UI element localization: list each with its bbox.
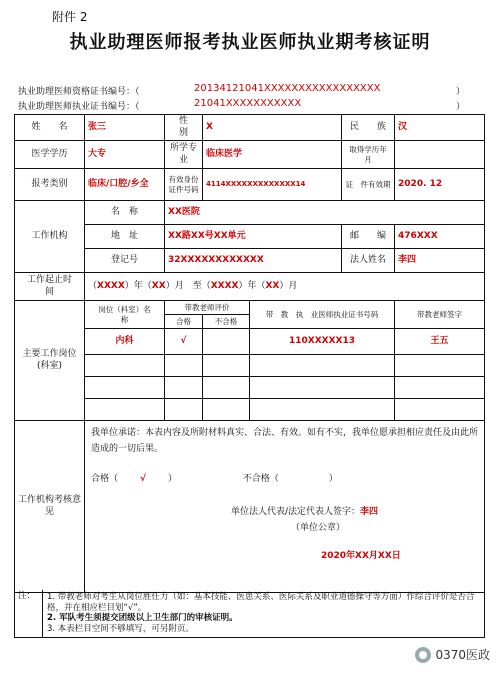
empty-cell bbox=[85, 377, 165, 399]
org-address-label: 地 址 bbox=[85, 225, 165, 249]
empty-cell bbox=[165, 399, 203, 421]
empty-cell bbox=[250, 399, 395, 421]
postcode-value: 476XXX bbox=[395, 225, 485, 249]
name-label: 姓 名 bbox=[15, 115, 85, 141]
representative-label: 单位法人代表/法定代表人签字： bbox=[231, 506, 361, 517]
notes-table bbox=[14, 590, 485, 638]
period-end-month: XX bbox=[265, 280, 280, 291]
empty-cell bbox=[395, 377, 485, 399]
qualification-cert-rparen: ） bbox=[456, 87, 466, 97]
post-row-pass: √ bbox=[165, 329, 203, 355]
main-post-label: 主要工作岗位(科室) bbox=[15, 301, 85, 421]
practice-cert-line bbox=[18, 98, 466, 112]
wechat-logo-icon bbox=[415, 647, 431, 663]
page-title: 执业助理医师报考执业医师执业期考核证明 bbox=[69, 32, 431, 53]
col-pass-header: 合格 bbox=[165, 315, 203, 329]
period-mid1: ）年（ bbox=[124, 280, 152, 291]
ethnic-value: 汉 bbox=[395, 115, 485, 141]
empty-cell bbox=[395, 399, 485, 421]
period-end-year: XXXX bbox=[210, 280, 239, 291]
empty-cell bbox=[203, 399, 250, 421]
post-row-dept: 内科 bbox=[85, 329, 165, 355]
category-value: 临床/口腔/乡全 bbox=[85, 169, 165, 201]
post-row-sign: 王五 bbox=[395, 329, 485, 355]
empty-cell bbox=[250, 355, 395, 377]
gender-label: 性 别 bbox=[165, 115, 203, 141]
education-date-label: 取得学历年 月 bbox=[342, 141, 395, 169]
review-content bbox=[85, 421, 485, 593]
review-label: 工作机构考核意见 bbox=[15, 421, 85, 593]
watermark bbox=[415, 646, 490, 663]
empty-cell bbox=[85, 399, 165, 421]
postcode-label: 邮 编 bbox=[342, 225, 395, 249]
gender-value: X bbox=[203, 115, 342, 141]
col-sign-header: 带教老师签字 bbox=[395, 301, 485, 329]
legal-person-label: 法人姓名 bbox=[342, 249, 395, 273]
legal-person-value: 李四 bbox=[395, 249, 485, 273]
qualification-cert-number: 20134121041XXXXXXXXXXXXXXXXX bbox=[194, 83, 381, 94]
org-name-label: 名 称 bbox=[85, 201, 165, 225]
category-label: 报考类别 bbox=[15, 169, 85, 201]
empty-cell bbox=[203, 355, 250, 377]
id-label: 有效身份证件号码 bbox=[165, 169, 203, 201]
org-address-value: XX路XX号XX单元 bbox=[165, 225, 342, 249]
representative-value: 李四 bbox=[360, 506, 379, 517]
fail-close: ） bbox=[328, 474, 338, 485]
watermark-text: 0370医政 bbox=[435, 648, 490, 662]
education-label: 医学学历 bbox=[15, 141, 85, 169]
note-2: 2. 军队考生须提交团级以上卫生部门的审核证明。 bbox=[47, 613, 238, 624]
org-label: 工作机构 bbox=[15, 201, 85, 273]
period-lp: （ bbox=[88, 280, 98, 291]
col-dept-header: 岗位（科室）名 称 bbox=[85, 301, 165, 329]
org-name-value: XX医院 bbox=[165, 201, 485, 225]
empty-cell bbox=[395, 355, 485, 377]
major-label: 所学专业 bbox=[165, 141, 203, 169]
name-value: 张三 bbox=[85, 115, 165, 141]
qualification-cert-line bbox=[18, 83, 466, 97]
validity-value: 2020. 12 bbox=[395, 169, 485, 201]
notes-content bbox=[43, 590, 485, 637]
empty-cell bbox=[203, 377, 250, 399]
col-eval-header: 带教老师评价 bbox=[165, 301, 250, 315]
practice-cert-number: 21041XXXXXXXXXXX bbox=[194, 98, 302, 109]
assessment-form bbox=[14, 114, 485, 593]
fail-label: 不合格（ bbox=[242, 474, 279, 485]
empty-cell bbox=[165, 355, 203, 377]
note-1: 1. 带教老师对考生从岗位胜任力（如：基本技能、医患关系、医际关系及职业道德操守等方面）作综合评价是否合格，并在相应栏目划“√”。 bbox=[47, 592, 475, 613]
attachment-label: 附件 2 bbox=[52, 10, 88, 24]
registration-value: 32XXXXXXXXXXXX bbox=[165, 249, 342, 273]
period-mid3: ）年（ bbox=[238, 280, 266, 291]
education-value: 大专 bbox=[85, 141, 165, 169]
post-row-cert: 110XXXXX13 bbox=[250, 329, 395, 355]
notes-label: 注： bbox=[15, 590, 43, 637]
major-value: 临床医学 bbox=[203, 141, 342, 169]
note-3: 3. 本表栏目空间不够填写，可另附页。 bbox=[47, 623, 194, 634]
representative-line bbox=[91, 504, 478, 520]
empty-cell bbox=[85, 355, 165, 377]
registration-label: 登记号 bbox=[85, 249, 165, 273]
pass-mark: √ bbox=[140, 474, 147, 485]
work-period-label: 工作起止时 间 bbox=[15, 273, 85, 301]
period-mid2: ）月 至（ bbox=[165, 280, 211, 291]
qualification-cert-label: 执业助理医师资格证书编号：（ bbox=[18, 87, 140, 97]
pass-close: ） bbox=[168, 474, 178, 485]
id-value: 4114XXXXXXXXXXXXX14 bbox=[203, 169, 342, 201]
date-value: 2020年XX月XX日 bbox=[321, 550, 401, 561]
empty-cell bbox=[250, 377, 395, 399]
validity-label: 证 件有效期 bbox=[342, 169, 395, 201]
period-start-year: XXXX bbox=[97, 280, 125, 291]
empty-cell bbox=[165, 377, 203, 399]
practice-cert-label: 执业助理医师执业证书编号：（ bbox=[18, 102, 140, 112]
pass-fail-line bbox=[91, 471, 478, 487]
post-row-fail bbox=[203, 329, 250, 355]
education-date-value bbox=[395, 141, 485, 169]
ethnic-label: 民 族 bbox=[342, 115, 395, 141]
commitment-text: 我单位承诺：本表内容及所附材料真实、合法、有效。如有不实，我单位愿承担相应责任及由此所造成的一切后果。 bbox=[91, 428, 479, 455]
col-fail-header: 不合格 bbox=[203, 315, 250, 329]
col-cert-header: 带 教 执 业医师执业证书号码 bbox=[250, 301, 395, 329]
seal-label: （单位公章） bbox=[291, 522, 346, 533]
pass-label: 合格（ bbox=[91, 474, 119, 485]
period-end: ）月 bbox=[279, 280, 298, 291]
period-start-month: XX bbox=[151, 280, 166, 291]
work-period-value bbox=[85, 273, 485, 301]
practice-cert-rparen: ） bbox=[456, 102, 466, 112]
